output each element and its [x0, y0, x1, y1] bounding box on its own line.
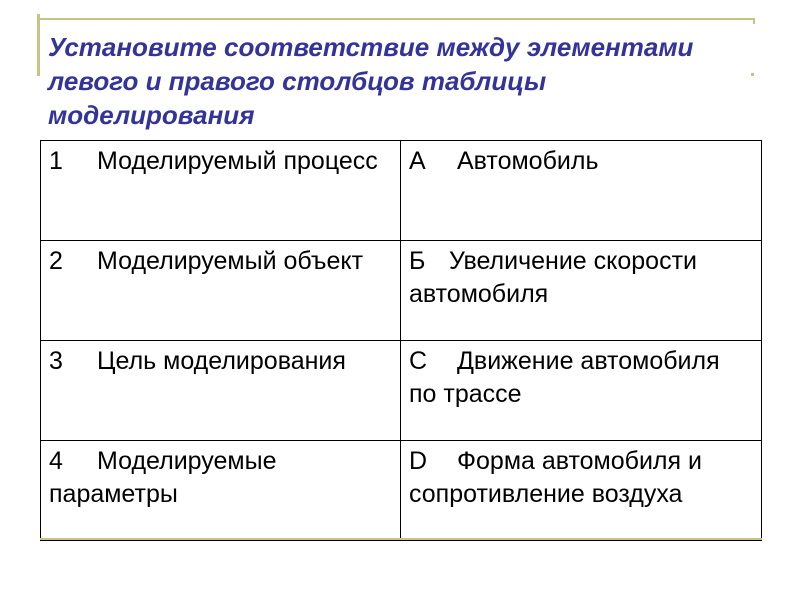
right-cell — [401, 441, 762, 541]
item-text: Цель моделирования — [97, 347, 346, 375]
item-letter: Б — [409, 247, 426, 275]
slide-title: Установите соответствие между элементами левого и правого столбцов таблицы моделирования — [48, 32, 694, 130]
item-number: 2 — [49, 247, 63, 275]
table-row — [41, 441, 762, 541]
item-text: Форма автомобиля и сопротивление воздуха — [409, 447, 702, 508]
item-number: 3 — [49, 347, 63, 375]
table-row — [41, 241, 762, 341]
table-row — [41, 141, 762, 241]
right-cell — [401, 341, 762, 441]
item-text: Движение автомобиля по трассе — [409, 347, 720, 408]
item-number: 4 — [49, 447, 63, 475]
item-letter: С — [409, 347, 428, 375]
item-text: Моделируемые параметры — [49, 447, 277, 508]
decorative-dot — [751, 73, 754, 76]
item-text: Моделируемый процесс — [97, 147, 378, 175]
right-cell — [401, 141, 762, 241]
item-letter: А — [409, 147, 426, 175]
left-cell — [41, 441, 401, 541]
decorative-top-line — [37, 18, 755, 20]
matching-table — [40, 140, 762, 541]
item-letter: D — [409, 447, 428, 475]
left-cell — [41, 241, 401, 341]
left-cell — [41, 141, 401, 241]
item-text: Увеличение скорости автомобиля — [409, 247, 697, 308]
item-number: 1 — [49, 147, 63, 175]
left-cell — [41, 341, 401, 441]
item-text: Автомобиль — [457, 147, 599, 175]
decorative-vertical-line — [37, 14, 40, 76]
decorative-bottom-line — [40, 538, 762, 540]
right-cell — [401, 241, 762, 341]
table-row — [41, 341, 762, 441]
item-text: Моделируемый объект — [97, 247, 364, 275]
decorative-right-tick — [753, 20, 755, 24]
